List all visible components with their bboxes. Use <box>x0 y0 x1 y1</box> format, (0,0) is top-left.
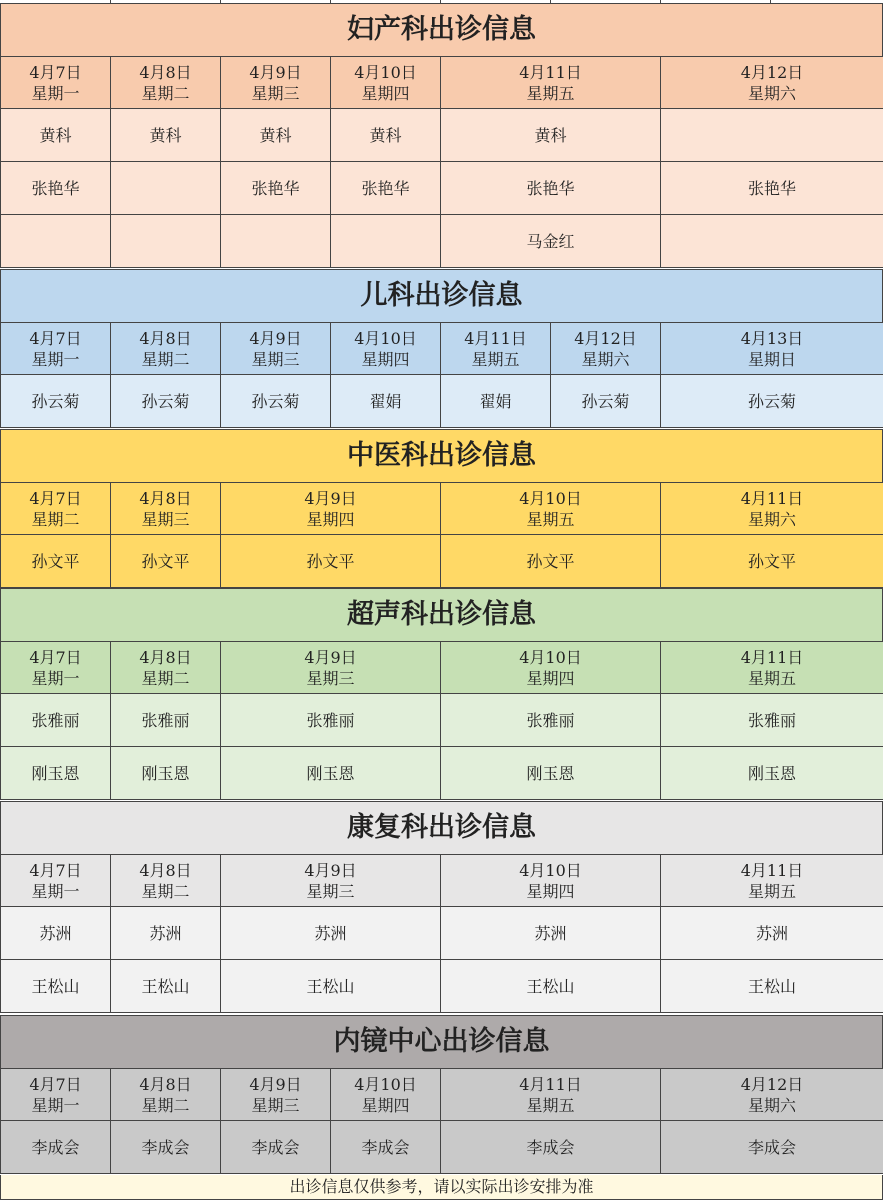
doctor-cell: 李成会 <box>1 1121 111 1174</box>
section-pediatrics <box>0 269 883 428</box>
date-header-cell <box>661 1069 883 1121</box>
doctor-cell: 翟娟 <box>331 375 441 428</box>
weekday-label: 星期五 <box>526 83 575 103</box>
date-header-cell <box>221 323 331 375</box>
date-label: 4月7日 <box>29 647 82 667</box>
date-label: 4月8日 <box>139 647 192 667</box>
doctor-row <box>1 1121 883 1174</box>
date-header-cell <box>441 483 661 535</box>
section-title: 超声科出诊信息 <box>0 588 883 641</box>
date-label: 4月8日 <box>139 328 192 348</box>
date-header-cell <box>661 323 883 375</box>
date-header-cell <box>331 323 441 375</box>
doctor-cell <box>1 215 111 268</box>
date-label: 4月7日 <box>29 1074 82 1094</box>
weekday-label: 星期一 <box>31 881 80 901</box>
doctor-cell <box>111 215 221 268</box>
doctor-cell: 黄科 <box>1 109 111 162</box>
weekday-label: 星期三 <box>251 83 300 103</box>
doctor-cell <box>221 215 331 268</box>
doctor-cell <box>661 109 883 162</box>
date-label: 4月7日 <box>29 62 82 82</box>
date-label: 4月9日 <box>249 62 302 82</box>
date-header-cell <box>221 855 441 907</box>
section-title: 中医科出诊信息 <box>0 429 883 482</box>
date-header-row <box>1 57 883 109</box>
date-header-cell <box>661 855 883 907</box>
weekday-label: 星期一 <box>31 1095 80 1115</box>
date-header-cell <box>441 1069 661 1121</box>
doctor-row <box>1 694 883 747</box>
doctor-cell: 刚玉恩 <box>111 747 221 800</box>
date-header-cell <box>441 642 661 694</box>
weekday-label: 星期二 <box>141 349 190 369</box>
weekday-label: 星期三 <box>141 509 190 529</box>
date-label: 4月10日 <box>354 62 417 82</box>
date-header-cell <box>221 483 441 535</box>
doctor-cell: 苏洲 <box>221 907 441 960</box>
doctor-row <box>1 375 883 428</box>
date-header-cell <box>1 855 111 907</box>
doctor-row <box>1 535 883 588</box>
weekday-label: 星期二 <box>141 83 190 103</box>
doctor-cell: 张艳华 <box>661 162 883 215</box>
schedule-table <box>0 56 883 268</box>
doctor-cell: 张艳华 <box>1 162 111 215</box>
doctor-cell: 张艳华 <box>221 162 331 215</box>
doctor-cell: 黄科 <box>441 109 661 162</box>
weekday-label: 星期二 <box>141 668 190 688</box>
date-label: 4月10日 <box>519 488 582 508</box>
section-title: 妇产科出诊信息 <box>0 3 883 56</box>
weekday-label: 星期四 <box>361 1095 410 1115</box>
date-header-cell <box>441 855 661 907</box>
doctor-cell: 马金红 <box>441 215 661 268</box>
date-header-cell <box>1 57 111 109</box>
weekday-label: 星期四 <box>361 349 410 369</box>
doctor-cell: 黄科 <box>331 109 441 162</box>
date-label: 4月11日 <box>464 328 527 348</box>
date-label: 4月9日 <box>249 1074 302 1094</box>
doctor-cell: 王松山 <box>661 960 883 1013</box>
doctor-cell: 刚玉恩 <box>441 747 661 800</box>
weekday-label: 星期三 <box>251 349 300 369</box>
doctor-cell: 孙文平 <box>111 535 221 588</box>
doctor-cell: 张雅丽 <box>1 694 111 747</box>
date-header-cell <box>1 323 111 375</box>
date-label: 4月11日 <box>740 647 804 667</box>
date-label: 4月12日 <box>740 1074 804 1094</box>
date-header-cell <box>661 483 883 535</box>
date-label: 4月11日 <box>519 62 582 82</box>
doctor-cell: 李成会 <box>441 1121 661 1174</box>
date-label: 4月10日 <box>354 328 417 348</box>
date-label: 4月10日 <box>519 860 582 880</box>
date-label: 4月12日 <box>740 62 804 82</box>
weekday-label: 星期六 <box>581 349 630 369</box>
doctor-cell: 李成会 <box>661 1121 883 1174</box>
date-label: 4月11日 <box>740 860 804 880</box>
weekday-label: 星期四 <box>526 668 575 688</box>
weekday-label: 星期二 <box>31 509 80 529</box>
doctor-cell: 孙云菊 <box>661 375 883 428</box>
date-header-cell <box>331 57 441 109</box>
section-obstetrics <box>0 3 883 268</box>
weekday-label: 星期一 <box>31 668 80 688</box>
date-header-cell <box>221 642 441 694</box>
doctor-cell: 张艳华 <box>331 162 441 215</box>
date-label: 4月11日 <box>519 1074 582 1094</box>
doctor-cell: 王松山 <box>1 960 111 1013</box>
date-header-cell <box>441 57 661 109</box>
section-title: 康复科出诊信息 <box>0 801 883 854</box>
weekday-label: 星期五 <box>526 1095 575 1115</box>
date-label: 4月9日 <box>249 328 302 348</box>
doctor-cell: 刚玉恩 <box>221 747 441 800</box>
date-header-cell <box>1 1069 111 1121</box>
date-label: 4月9日 <box>304 488 357 508</box>
date-header-cell <box>111 855 221 907</box>
section-ultrasound <box>0 588 883 800</box>
doctor-cell: 黄科 <box>221 109 331 162</box>
doctor-cell: 李成会 <box>331 1121 441 1174</box>
doctor-cell: 张雅丽 <box>441 694 661 747</box>
doctor-cell: 张雅丽 <box>221 694 441 747</box>
schedule-table <box>0 641 883 800</box>
weekday-label: 星期五 <box>747 881 796 901</box>
weekday-label: 星期六 <box>747 1095 796 1115</box>
doctor-row <box>1 109 883 162</box>
date-header-row <box>1 855 883 907</box>
doctor-cell: 孙云菊 <box>111 375 221 428</box>
date-header-cell <box>661 57 883 109</box>
date-header-cell <box>221 1069 331 1121</box>
weekday-label: 星期五 <box>526 509 575 529</box>
doctor-cell: 王松山 <box>111 960 221 1013</box>
schedule-table <box>0 1068 883 1174</box>
date-label: 4月9日 <box>304 860 357 880</box>
doctor-row <box>1 960 883 1013</box>
weekday-label: 星期三 <box>306 881 355 901</box>
date-header-row <box>1 323 883 375</box>
date-header-cell <box>111 1069 221 1121</box>
doctor-row <box>1 907 883 960</box>
section-title: 内镜中心出诊信息 <box>0 1015 883 1068</box>
date-label: 4月7日 <box>29 488 82 508</box>
date-header-row <box>1 1069 883 1121</box>
date-label: 4月8日 <box>139 488 192 508</box>
section-tcm <box>0 429 883 588</box>
schedule-table <box>0 482 883 588</box>
date-header-row <box>1 642 883 694</box>
weekday-label: 星期四 <box>306 509 355 529</box>
date-label: 4月13日 <box>740 328 804 348</box>
doctor-cell: 刚玉恩 <box>661 747 883 800</box>
doctor-cell: 孙云菊 <box>551 375 661 428</box>
weekday-label: 星期二 <box>141 1095 190 1115</box>
doctor-row <box>1 162 883 215</box>
doctor-cell: 孙文平 <box>661 535 883 588</box>
date-header-cell <box>111 483 221 535</box>
schedule-table <box>0 322 883 428</box>
date-header-cell <box>1 483 111 535</box>
weekday-label: 星期四 <box>526 881 575 901</box>
section-rehab <box>0 801 883 1013</box>
weekday-label: 星期二 <box>141 881 190 901</box>
weekday-label: 星期一 <box>31 349 80 369</box>
doctor-cell: 刚玉恩 <box>1 747 111 800</box>
doctor-cell: 李成会 <box>111 1121 221 1174</box>
date-header-cell <box>111 57 221 109</box>
weekday-label: 星期三 <box>306 668 355 688</box>
section-endoscopy <box>0 1015 883 1174</box>
date-header-cell <box>331 1069 441 1121</box>
date-label: 4月7日 <box>29 328 82 348</box>
date-header-cell <box>661 642 883 694</box>
doctor-cell: 苏洲 <box>661 907 883 960</box>
doctor-cell: 翟娟 <box>441 375 551 428</box>
doctor-cell: 张艳华 <box>441 162 661 215</box>
doctor-cell: 张雅丽 <box>111 694 221 747</box>
date-header-cell <box>111 642 221 694</box>
weekday-label: 星期日 <box>747 349 796 369</box>
doctor-cell: 孙文平 <box>1 535 111 588</box>
weekday-label: 星期六 <box>747 509 796 529</box>
doctor-cell: 孙云菊 <box>221 375 331 428</box>
doctor-cell <box>661 215 883 268</box>
date-header-cell <box>221 57 331 109</box>
date-label: 4月8日 <box>139 860 192 880</box>
date-header-cell <box>551 323 661 375</box>
doctor-row <box>1 215 883 268</box>
doctor-cell: 苏洲 <box>111 907 221 960</box>
date-label: 4月10日 <box>519 647 582 667</box>
date-header-cell <box>1 642 111 694</box>
weekday-label: 星期四 <box>361 83 410 103</box>
doctor-cell: 王松山 <box>441 960 661 1013</box>
doctor-cell <box>111 162 221 215</box>
doctor-cell: 苏洲 <box>441 907 661 960</box>
date-header-cell <box>111 323 221 375</box>
date-label: 4月7日 <box>29 860 82 880</box>
doctor-cell: 张雅丽 <box>661 694 883 747</box>
weekday-label: 星期五 <box>747 668 796 688</box>
date-label: 4月8日 <box>139 62 192 82</box>
date-label: 4月8日 <box>139 1074 192 1094</box>
date-label: 4月10日 <box>354 1074 417 1094</box>
date-label: 4月12日 <box>574 328 637 348</box>
date-header-cell <box>441 323 551 375</box>
date-label: 4月9日 <box>304 647 357 667</box>
doctor-row <box>1 747 883 800</box>
weekday-label: 星期三 <box>251 1095 300 1115</box>
schedule-table <box>0 854 883 1013</box>
doctor-cell: 孙文平 <box>441 535 661 588</box>
doctor-cell: 孙文平 <box>221 535 441 588</box>
doctor-cell: 黄科 <box>111 109 221 162</box>
section-title: 儿科出诊信息 <box>0 269 883 322</box>
date-label: 4月11日 <box>740 488 804 508</box>
footer-note: 出诊信息仅供参考，请以实际出诊安排为准 <box>0 1175 883 1200</box>
doctor-cell: 李成会 <box>221 1121 331 1174</box>
weekday-label: 星期六 <box>747 83 796 103</box>
doctor-cell <box>331 215 441 268</box>
doctor-cell: 孙云菊 <box>1 375 111 428</box>
weekday-label: 星期五 <box>471 349 520 369</box>
weekday-label: 星期一 <box>31 83 80 103</box>
date-header-row <box>1 483 883 535</box>
doctor-cell: 苏洲 <box>1 907 111 960</box>
doctor-cell: 王松山 <box>221 960 441 1013</box>
